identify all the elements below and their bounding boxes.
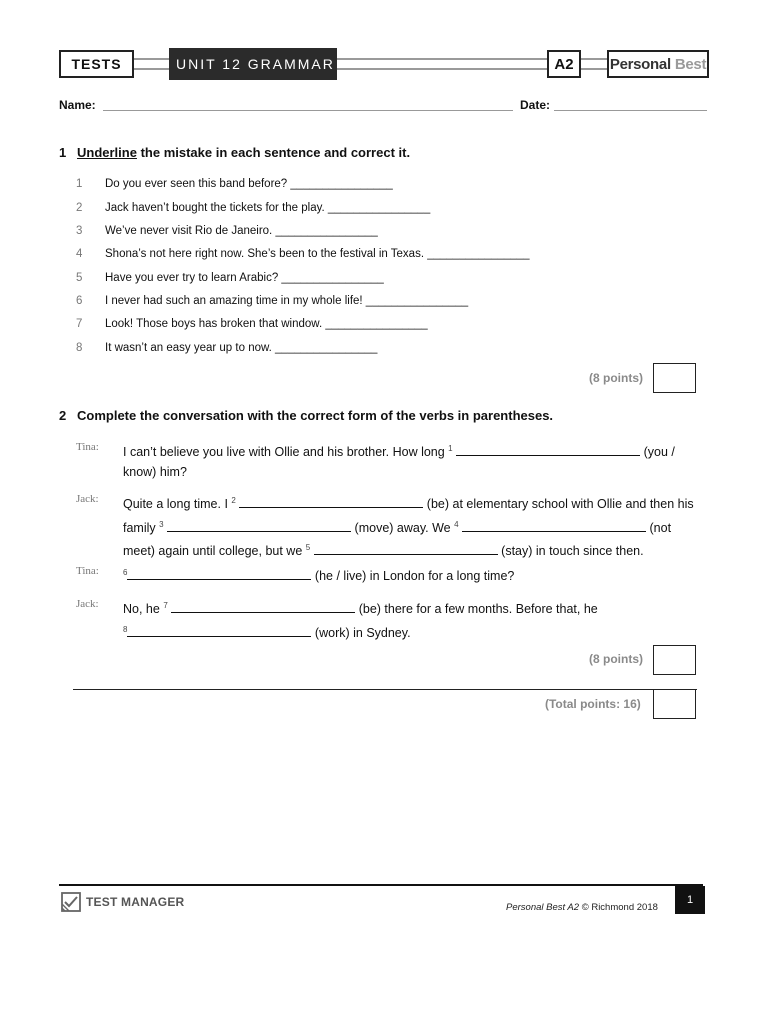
page-number: 1	[675, 886, 705, 914]
instruction-underlined: Underline	[77, 145, 137, 160]
dialogue-line	[59, 491, 709, 559]
answer-blank[interactable]	[127, 569, 311, 580]
text-run: (not meet) again until college, but we	[123, 520, 672, 559]
gap-number: 7	[163, 601, 168, 610]
name-date-row	[59, 98, 709, 114]
item-number: 5	[76, 272, 83, 284]
dialogue-line	[59, 563, 709, 583]
gap-number: 5	[305, 543, 311, 553]
text-run: No, he	[123, 602, 164, 617]
item-number: 2	[76, 202, 83, 214]
gap-number: 8	[123, 624, 128, 634]
answer-blank[interactable]	[127, 626, 311, 637]
dialogue-text	[123, 491, 703, 562]
header-divider	[581, 68, 607, 70]
item-number: 3	[76, 225, 83, 237]
dialogue-text	[123, 439, 703, 482]
dialogue-line	[59, 596, 709, 640]
tests-label: TESTS	[59, 50, 134, 78]
name-field[interactable]	[103, 110, 513, 111]
item-text[interactable]: Jack haven’t bought the tickets for the play. ________________	[105, 202, 431, 214]
text-run: (be) there for a few months. Before that, he	[355, 602, 598, 617]
copyright-text: © Richmond 2018	[579, 902, 658, 913]
text-run: I can’t believe you live with Ollie and his brother. How long	[123, 445, 449, 460]
answer-blank[interactable]	[456, 445, 640, 456]
dialogue-text	[123, 563, 703, 587]
total-score-box[interactable]	[653, 689, 696, 719]
section-number: 1	[59, 145, 67, 160]
section-2-score-box[interactable]	[653, 645, 696, 675]
item-text[interactable]: Look! Those boys has broken that window. ________________	[105, 318, 428, 330]
item-number: 8	[76, 342, 83, 354]
item-text[interactable]: I never had such an amazing time in my whole life! ________________	[105, 295, 469, 307]
item-text[interactable]: Do you ever seen this band before? ________________	[105, 178, 393, 190]
unit-title: UNIT 12 GRAMMAR	[169, 48, 337, 80]
test-manager-label: TEST MANAGER	[86, 895, 185, 909]
brand-logo	[607, 50, 709, 78]
gap-number: 4	[454, 519, 459, 529]
answer-blank[interactable]	[167, 521, 351, 532]
copyright-title: Personal Best A2	[506, 902, 580, 913]
item-number: 4	[76, 248, 83, 260]
item-text[interactable]: Have you ever try to learn Arabic? ________________	[105, 272, 384, 284]
item-text[interactable]: We’ve never visit Rio de Janeiro. ________________	[105, 225, 378, 237]
section-1-title	[59, 145, 410, 160]
section-1-points: (8 points)	[589, 371, 643, 385]
item-number: 7	[76, 318, 83, 330]
test-manager-logo	[61, 892, 184, 912]
instruction-text: Complete the conversation with the correct form of the verbs in parentheses.	[77, 408, 554, 423]
text-run: (stay) in touch since then.	[497, 544, 644, 559]
test-manager-icon	[61, 892, 81, 912]
gap-number: 2	[231, 496, 236, 505]
item-text[interactable]: It wasn’t an easy year up to now. ________________	[105, 342, 378, 354]
footer-divider	[59, 884, 703, 886]
answer-blank[interactable]	[462, 521, 646, 532]
dialogue-text	[123, 596, 703, 643]
item-text[interactable]: Shona’s not here right now. She’s been to the festival in Texas. ________________	[105, 248, 530, 260]
section-1-score-box[interactable]	[653, 363, 696, 393]
text-run: (he / live) in London for a long time?	[311, 569, 515, 584]
gap-number: 1	[448, 444, 453, 453]
header-divider	[337, 68, 547, 70]
date-label: Date:	[520, 98, 551, 112]
text-run: (be) at elementary school with Ollie and then his family	[123, 497, 694, 535]
date-field[interactable]	[554, 110, 707, 111]
answer-blank[interactable]	[171, 602, 355, 613]
item-number: 6	[76, 295, 83, 307]
header-divider	[134, 58, 170, 60]
instruction-text: the mistake in each sentence and correct it.	[136, 145, 411, 160]
total-points: (Total points: 16)	[545, 697, 641, 711]
header-divider	[134, 68, 170, 70]
section-2-points: (8 points)	[589, 652, 643, 666]
text-run: (move) away. We	[351, 520, 455, 535]
text-run: (work) in Sydney.	[311, 625, 411, 640]
gap-number: 3	[159, 519, 164, 529]
section-number: 2	[59, 408, 67, 423]
speaker-label: Tina:	[76, 565, 99, 577]
gap-number: 6	[123, 568, 128, 577]
speaker-label: Tina:	[76, 441, 99, 453]
text-run: (you / know) him?	[123, 445, 675, 479]
dialogue-line	[59, 439, 709, 479]
page-header	[59, 48, 709, 80]
brand-logo-part1: Personal	[609, 55, 671, 73]
total-divider	[73, 689, 697, 690]
level-badge: A2	[547, 50, 581, 78]
item-number: 1	[76, 178, 83, 190]
section-2-title	[59, 408, 553, 423]
header-divider	[581, 58, 607, 60]
header-divider	[337, 58, 547, 60]
answer-blank[interactable]	[314, 544, 498, 555]
text-run: Quite a long time. I	[123, 497, 232, 512]
speaker-label: Jack:	[76, 493, 99, 505]
answer-blank[interactable]	[239, 497, 423, 508]
brand-logo-part2: Best	[674, 55, 707, 73]
name-label: Name:	[59, 98, 96, 112]
speaker-label: Jack:	[76, 598, 99, 610]
copyright-notice	[506, 902, 658, 913]
